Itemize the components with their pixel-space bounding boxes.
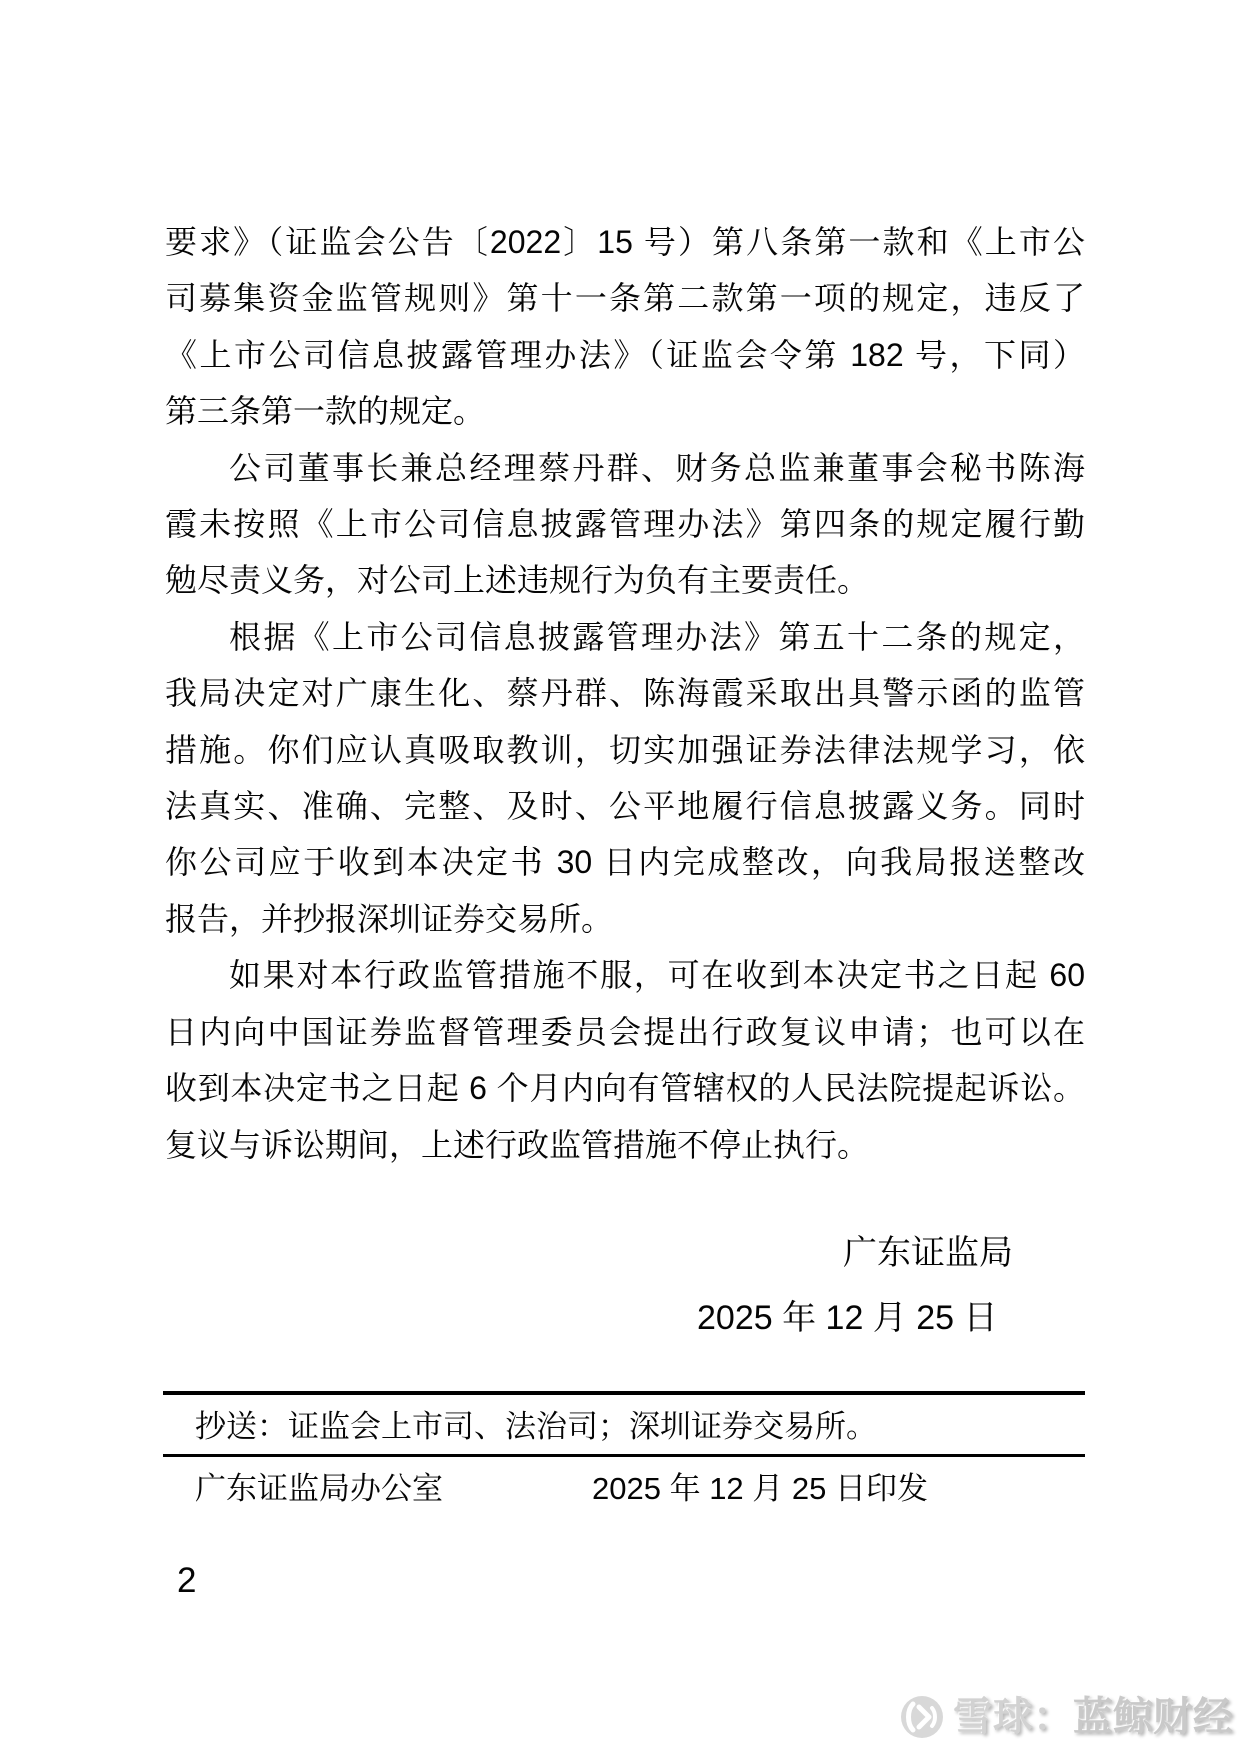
body-text-line: 公司董事长兼总经理蔡丹群、财务总监兼董事会秘书陈海 [229, 449, 1085, 486]
body-text-line: 第三条第一款的规定。 [165, 393, 486, 430]
page-number: 2 [177, 1561, 197, 1600]
cc-line: 抄送：证监会上市司、法治司；深圳证券交易所。 [195, 1409, 877, 1444]
body-text-line: 报告，并抄报深圳证券交易所。 [165, 900, 614, 937]
office-line [195, 1472, 1085, 1506]
body-text-line: 法真实、准确、完整、及时、公平地履行信息披露义务。同时 [165, 788, 1085, 825]
footer-rule-top [163, 1391, 1085, 1395]
body-text-line: 勉尽责义务，对公司上述违规行为负有主要责任。 [165, 562, 870, 599]
body-text-line: 《上市公司信息披露管理办法》（证监会令第 182 号，下同） [165, 336, 1085, 373]
signature-org: 广东证监局 [843, 1234, 1013, 1272]
signature-date: 2025 年 12 月 25 日 [697, 1299, 998, 1337]
body-text-line: 你公司应于收到本决定书 30 日内完成整改，向我局报送整改 [165, 844, 1085, 881]
body-text-line: 司募集资金监管规则》第十一条第二款第一项的规定，违反了 [165, 280, 1085, 317]
watermark [899, 1694, 1233, 1740]
watermark-separator: ： [1033, 1695, 1073, 1739]
body-text-line: 要求》（证监会公告〔2022〕15 号）第八条第一款和《上市公 [165, 224, 1085, 260]
body-text-line: 复议与诉讼期间，上述行政监管措施不停止执行。 [165, 1126, 870, 1163]
body-text-line: 措施。你们应认真吸取教训，切实加强证券法律法规学习，依 [165, 731, 1085, 768]
xueqiu-logo-icon [899, 1694, 945, 1740]
print-date: 2025 年 12 月 25 日印发 [592, 1471, 928, 1506]
office-name: 广东证监局办公室 [195, 1471, 443, 1506]
body-text-line: 如果对本行政监管措施不服，可在收到本决定书之日起 60 [229, 957, 1085, 994]
watermark-text [953, 1694, 1233, 1740]
body-text-line: 收到本决定书之日起 6 个月内向有管辖权的人民法院提起诉讼。 [165, 1070, 1085, 1107]
body-text-line: 霞未按照《上市公司信息披露管理办法》第四条的规定履行勤 [165, 506, 1085, 543]
body-text-line: 我局决定对广康生化、蔡丹群、陈海霞采取出具警示函的监管 [165, 675, 1085, 712]
footer-rule-bottom [163, 1454, 1085, 1457]
body-text-line: 日内向中国证券监督管理委员会提出行政复议申请；也可以在 [165, 1013, 1085, 1050]
watermark-account: 蓝鲸财经 [1073, 1695, 1233, 1739]
watermark-site: 雪球 [953, 1695, 1033, 1739]
body-text-line: 根据《上市公司信息披露管理办法》第五十二条的规定， [229, 618, 1085, 655]
body-text [165, 214, 1085, 1173]
